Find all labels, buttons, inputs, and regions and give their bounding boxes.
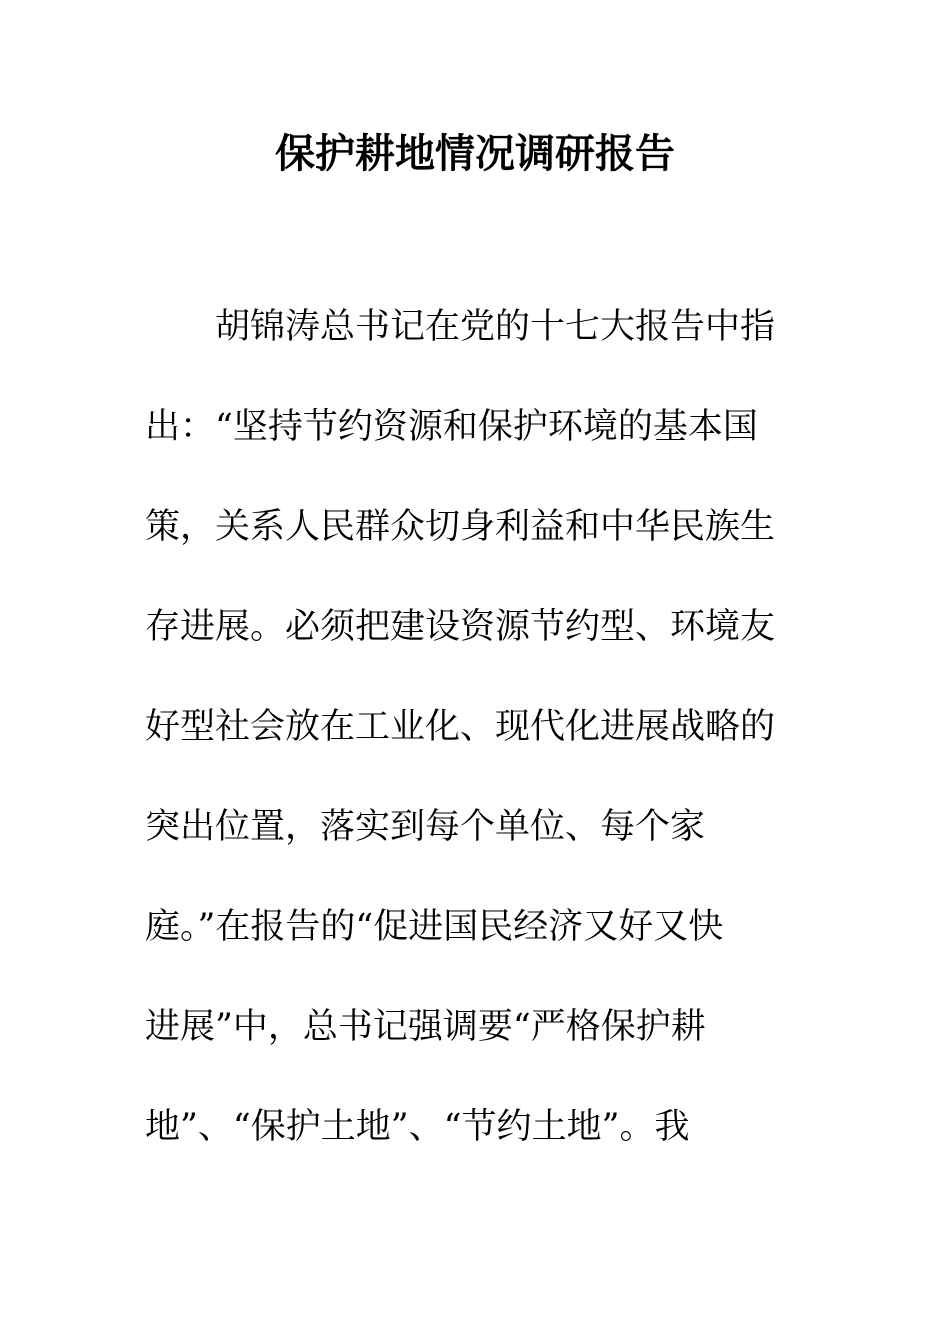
paragraph-line-2: 出：“坚持节约资源和保护环境的基本国 <box>145 407 758 447</box>
document-title: 保护耕地情况调研报告 <box>275 131 675 177</box>
paragraph-line-4: 存进展。必须把建设资源节约型、环境友 <box>145 607 776 647</box>
paragraph-line-7: 庭。”在报告的“促进国民经济又好又快 <box>145 907 724 947</box>
paragraph-line-6: 突出位置，落实到每个单位、每个家 <box>145 807 706 847</box>
paragraph-line-1: 胡锦涛总书记在党的十七大报告中指 <box>215 307 776 347</box>
paragraph-line-3: 策，关系人民群众切身利益和中华民族生 <box>145 507 776 547</box>
paragraph-line-8: 进展”中，总书记强调要“严格保护耕 <box>145 1007 706 1047</box>
paragraph-line-5: 好型社会放在工业化、现代化进展战略的 <box>145 707 776 747</box>
paragraph-line-9: 地”、“保护土地”、“节约土地”。我 <box>145 1107 690 1147</box>
